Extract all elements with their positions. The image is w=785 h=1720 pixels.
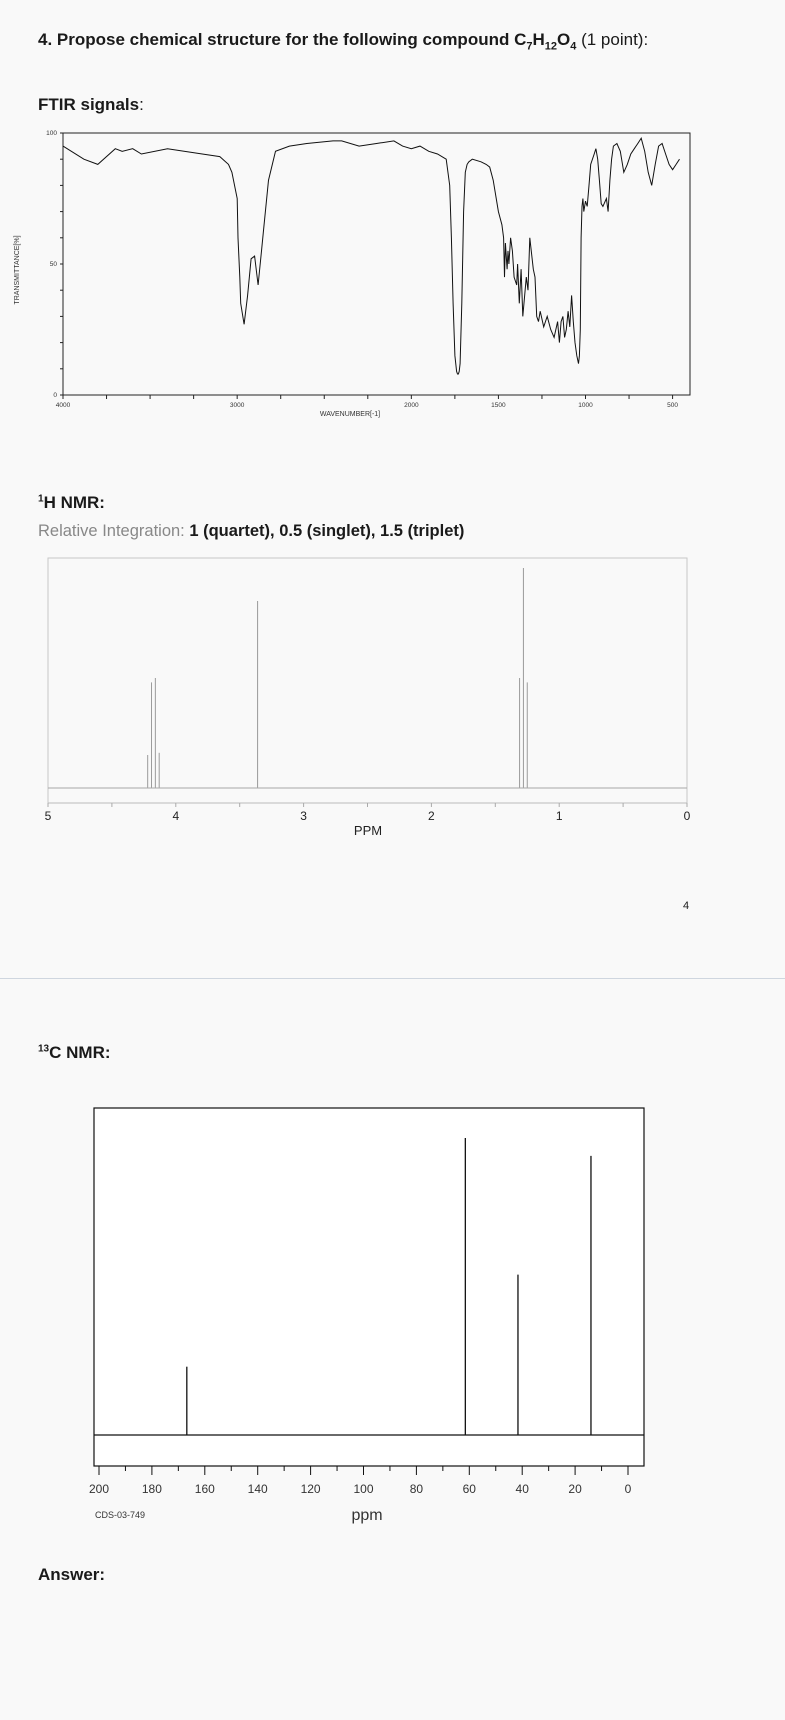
cnmr-title-text: C NMR: [49, 1043, 111, 1062]
ftir-title-text: FTIR signals [38, 95, 140, 114]
cnmr-x-tick-label: 120 [300, 1482, 321, 1496]
cnmr-x-tick-label: 60 [462, 1482, 476, 1496]
formula-o: O [557, 30, 571, 49]
cnmr-x-tick-label: 40 [515, 1482, 529, 1496]
hnmr-x-tick-label: 1 [555, 809, 563, 823]
ftir-x-tick-label: 2000 [404, 402, 419, 409]
cnmr-title-superscript: 13 [38, 1043, 50, 1055]
question-heading [38, 30, 648, 52]
cnmr-spectrum-chart [0, 1100, 785, 1540]
question-number: 4. [38, 30, 53, 49]
integration-values: 1 (quartet), 0.5 (singlet), 1.5 (triplet) [184, 522, 465, 540]
cnmr-x-tick-label: 160 [194, 1482, 215, 1496]
hnmr-title-superscript: 1 [38, 493, 44, 505]
cnmr-x-tick-label: 200 [88, 1482, 110, 1496]
hnmr-spectrum-chart [0, 555, 785, 845]
cnmr-annotation: CDS-03-749 [95, 1510, 146, 1520]
ftir-x-axis-label: WAVENUMBER[-1] [319, 411, 381, 418]
ftir-y-axis-label: TRANSMITTANCE[%] [14, 235, 21, 305]
ftir-spectrum-chart [0, 120, 785, 450]
ftir-x-tick-label: 500 [667, 402, 679, 409]
cnmr-x-tick-label: 140 [247, 1482, 268, 1496]
hnmr-x-tick-label: 2 [428, 809, 435, 823]
ftir-spectrum-line [63, 138, 680, 374]
hnmr-title-text: H NMR: [43, 493, 105, 512]
hnmr-axis-ticks [48, 803, 687, 807]
ftir-axis-labels [46, 130, 678, 409]
cnmr-x-axis-label: ppm [351, 1507, 383, 1524]
ftir-plot-frame [63, 133, 690, 395]
hnmr-x-tick-label: 4 [172, 809, 180, 823]
cnmr-x-tick-label: 180 [141, 1482, 162, 1496]
hnmr-x-tick-label: 3 [300, 809, 307, 823]
question-text: Propose chemical structure for the following compound C [56, 30, 527, 49]
hnmr-x-axis-label: PPM [353, 823, 383, 838]
ftir-x-tick-label: 4000 [55, 402, 71, 409]
ftir-x-tick-label: 1000 [578, 402, 593, 409]
cnmr-x-tick-label: 80 [409, 1482, 424, 1496]
ftir-x-tick-label: 1500 [491, 402, 506, 409]
hnmr-x-tick-label: 0 [683, 809, 691, 823]
formula-o-subscript: 4 [570, 40, 577, 53]
ftir-title [38, 95, 144, 115]
cnmr-title [38, 1043, 111, 1063]
ftir-y-tick-label: 0 [53, 392, 57, 399]
formula-h: H [532, 30, 545, 49]
hnmr-plot-frame [48, 558, 687, 803]
hnmr-integration [38, 522, 464, 541]
formula-h-subscript: 12 [544, 40, 558, 53]
question-points: (1 point): [576, 30, 649, 49]
formula-c-subscript: 7 [526, 40, 533, 53]
hnmr-title [38, 493, 105, 513]
answer-label: Answer: [38, 1565, 106, 1584]
cnmr-x-tick-label: 20 [568, 1482, 582, 1496]
cnmr-x-tick-label: 100 [353, 1482, 374, 1496]
page-number: 4 [683, 900, 690, 912]
ftir-y-tick-label: 100 [46, 130, 57, 137]
ftir-y-tick-label: 50 [49, 261, 57, 268]
cnmr-axis-labels [89, 1482, 632, 1496]
hnmr-axis-labels [45, 809, 691, 823]
ftir-x-tick-label: 3000 [229, 402, 245, 409]
cnmr-axis-ticks [99, 1466, 628, 1475]
hnmr-peaks [148, 568, 528, 788]
cnmr-x-tick-label: 0 [624, 1482, 632, 1496]
ftir-title-colon: : [139, 95, 144, 114]
integration-label: Relative Integration: [38, 522, 185, 540]
hnmr-x-tick-label: 5 [44, 809, 52, 823]
cnmr-plot-frame [94, 1108, 644, 1466]
